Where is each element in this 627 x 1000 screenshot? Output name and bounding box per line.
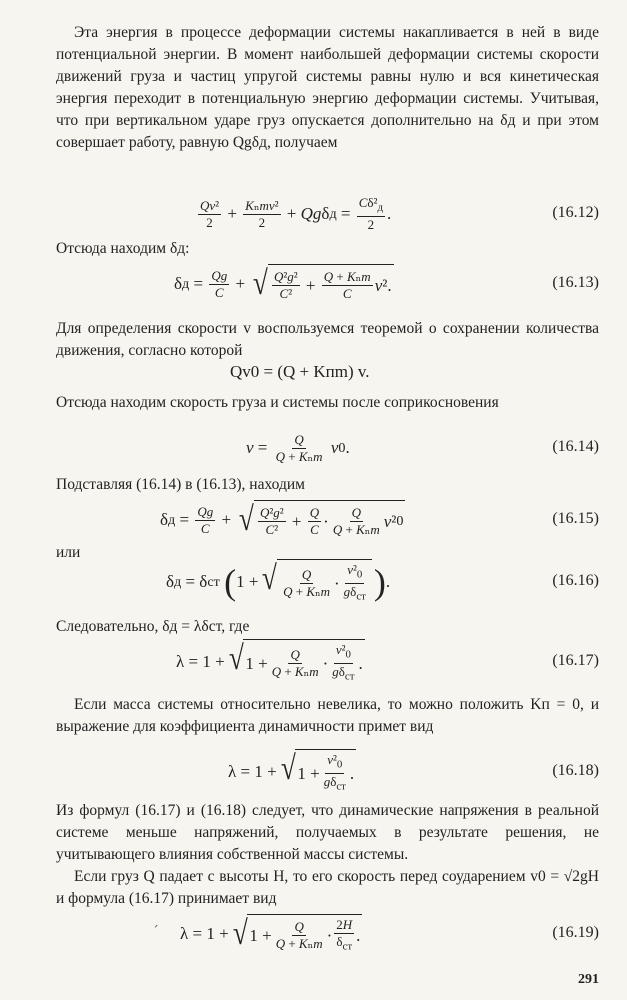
equation-number: (16.17) xyxy=(552,652,599,669)
equation-16-15: δ д = $\frac{Qg}{C}$ + √ $\frac{\text{Q²g²}}{\text{C²}}$ + $\frac{Q}{C}$ · $\frac{Q}{\text{Q + Kₙm}}$ v ² 0 (16.15) xyxy=(160,501,599,538)
paragraph-conclusion: Из формул (16.17) и (16.18) следует, что динамические напряжения в реальной системе меньше напряжений, получаемых в результате решения, не учитывающего влияния собственной массы системы. xyxy=(56,802,599,863)
equation-number: (16.14) xyxy=(552,438,599,455)
equation-16-16: δ д = δ ст ( 1 + √ $\frac{Q}{\text{Q + Kₙm}}$ · $\frac{v^2_0}{g\delta_{ст}}$ ) . (16.16) xyxy=(166,560,599,603)
equation-16-18: λ = 1 + √ 1 + $\frac{v^2_0}{g\delta_{ст}}$ . (16.18) xyxy=(228,750,599,793)
equation-number: (16.16) xyxy=(552,572,599,589)
paragraph-energy: Эта энергия в процессе деформации системы накапливается в ней в виде потенциальной энергии. В момент наибольшей деформации системы скорости движений груза и частиц упругой системы равны нулю и вся кинетическая энергия переходит в потенциальную энергию деформации системы. Учитывая, что при вертикальном ударе груз опускается дополнительно на δд и при этом совершает работу, равную Qgδд, получаем xyxy=(56,24,599,151)
paragraph-or: или xyxy=(56,544,81,561)
paragraph-find-delta: Отсюда находим δд: xyxy=(56,240,190,257)
page-number: 291 xyxy=(578,972,599,987)
equation-16-13: δ д = $\frac{Qg}{C}$ + √ $\frac{\text{Q²g²}}{\text{C²}}$ + $\frac{\text{Q + Kₙm}}{C}$ v ². (16.13) xyxy=(174,265,599,302)
equation-16-17: λ = 1 + √ 1 + $\frac{Q}{\text{Q + Kₙm}}$ · $\frac{v^2_0}{g\delta_{ст}}$ . (16.17) xyxy=(176,640,599,683)
equation-number: (16.15) xyxy=(552,510,599,527)
paragraph-small-mass: Если масса системы относительно невелика, то можно положить Kп = 0, и выражение для коэффициента динамичности примет вид xyxy=(56,696,599,735)
equation-16-19: λ = 1 + √ 1 + $\frac{Q}{\text{Q + Kₙm}}$ · $\frac{2H}{\delta_{ст}}$ . (16.19) xyxy=(180,914,599,953)
equation-number: (16.18) xyxy=(552,762,599,779)
margin-mark: ´ xyxy=(152,924,159,940)
paragraph-momentum: Для определения скорости v воспользуемся теоремой о сохранении количества движения, согласно которой xyxy=(56,320,599,359)
equation-number: (16.13) xyxy=(552,274,599,291)
paragraph-velocity: Отсюда находим скорость груза и системы после соприкосновения xyxy=(56,394,499,411)
paragraph-falling-load: Если груз Q падает с высоты H, то его скорость перед соударением v0 = √2gH и формула (16.17) принимает вид xyxy=(56,868,599,907)
equation-16-12: $\frac{\text{Qv²}}{2}$ + $\frac{\text{Kₙmv²}}{2}$ + Qg δ д = $\frac{C\delta^2_д}{2}$ . (16.12) xyxy=(200,195,599,232)
equation-momentum xyxy=(56,356,599,388)
equation-16-14: v = $\frac{Q}{\text{Q + Kₙm}}$ v 0 . (16.14) xyxy=(246,431,599,464)
equation-number: (16.19) xyxy=(552,924,599,941)
momentum-text: Qv0 = (Q + Kпm) v. xyxy=(230,362,370,381)
paragraph-substituting: Подставляя (16.14) в (16.13), находим xyxy=(56,476,305,493)
paragraph-therefore: Следовательно, δд = λδст, где xyxy=(56,618,250,635)
equation-number: (16.12) xyxy=(552,204,599,221)
